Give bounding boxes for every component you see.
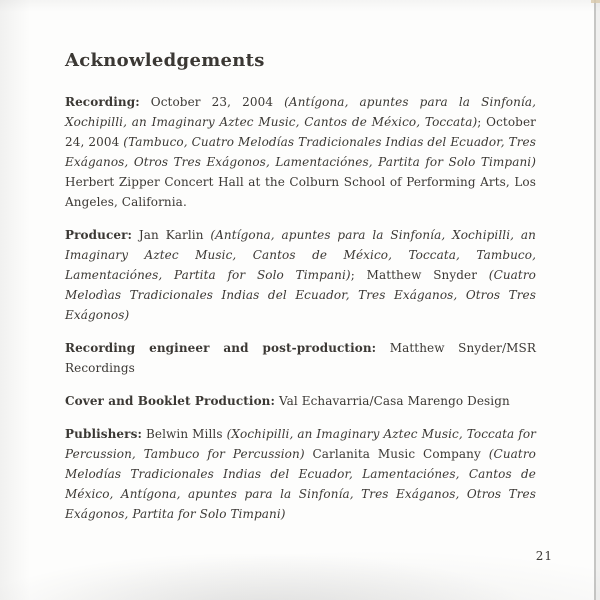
page-number: 21 <box>535 549 553 563</box>
page-edge-line <box>594 0 596 600</box>
text-run: ; October 24, 2004 <box>65 115 536 149</box>
text-run: Jan Karlin <box>132 228 211 242</box>
section-label: Cover and Booklet Production: <box>65 394 276 408</box>
text-run: Matthew Snyder/MSR Recordings <box>65 341 536 375</box>
work-titles: (Xochipilli, an Imaginary Aztec Music, Toccata for Percussion, Tambuco for Percussion) <box>65 427 536 461</box>
paragraph <box>65 424 536 524</box>
work-titles: (Cuatro Melodías Tradicionales Indias del Ecuador, Lamentaciónes, Cantos de México, Antígona, apuntes para la Sinfonía, Tres Exáganos, Otros Tres Exágonos, Partita for Solo Timpani) <box>65 447 536 521</box>
text-run: Herbert Zipper Concert Hall at the Colburn School of Performing Arts, Los Angeles, California. <box>65 175 536 209</box>
text-run: October 23, 2004 <box>139 95 285 109</box>
section-label: Publishers: <box>65 427 142 441</box>
text-run: Belwin Mills <box>141 427 227 441</box>
paragraph <box>65 225 536 325</box>
page-content <box>65 48 536 524</box>
text-run: Val Echavarria/Casa Marengo Design <box>275 394 510 408</box>
work-titles: (Tambuco, Cuatro Melodías Tradicionales Indias del Ecuador, Tres Exáganos, Otros Tres Exágonos, Lamentaciónes, Partita for Solo Timpani) <box>65 135 536 169</box>
work-titles: (Antígona, apuntes para la Sinfonía, Xochipilli, an Imaginary Aztec Music, Cantos de México, Toccata, Tambuco, Lamentaciónes, Partita for Solo Timpani) <box>65 228 536 282</box>
paragraph <box>65 92 536 212</box>
paragraph <box>65 338 536 378</box>
page-title: Acknowledgements <box>65 50 265 71</box>
scan-artifact <box>591 0 600 3</box>
section-label: Producer: <box>65 228 133 242</box>
paragraph <box>65 391 536 411</box>
work-titles: (Cuatro Melodìas Tradicionales Indias del Ecuador, Tres Exáganos, Otros Tres Exágonos) <box>65 268 537 322</box>
page-edge-strip <box>596 0 600 600</box>
text-run: Carlanita Music Company <box>304 447 489 461</box>
work-titles: (Antígona, apuntes para la Sinfonía, Xochipilli, an Imaginary Aztec Music, Cantos de México, Toccata) <box>65 95 537 129</box>
section-label: Recording engineer and post-production: <box>65 341 377 355</box>
section-label: Recording: <box>65 95 140 109</box>
text-run: ; Matthew Snyder <box>350 268 489 282</box>
